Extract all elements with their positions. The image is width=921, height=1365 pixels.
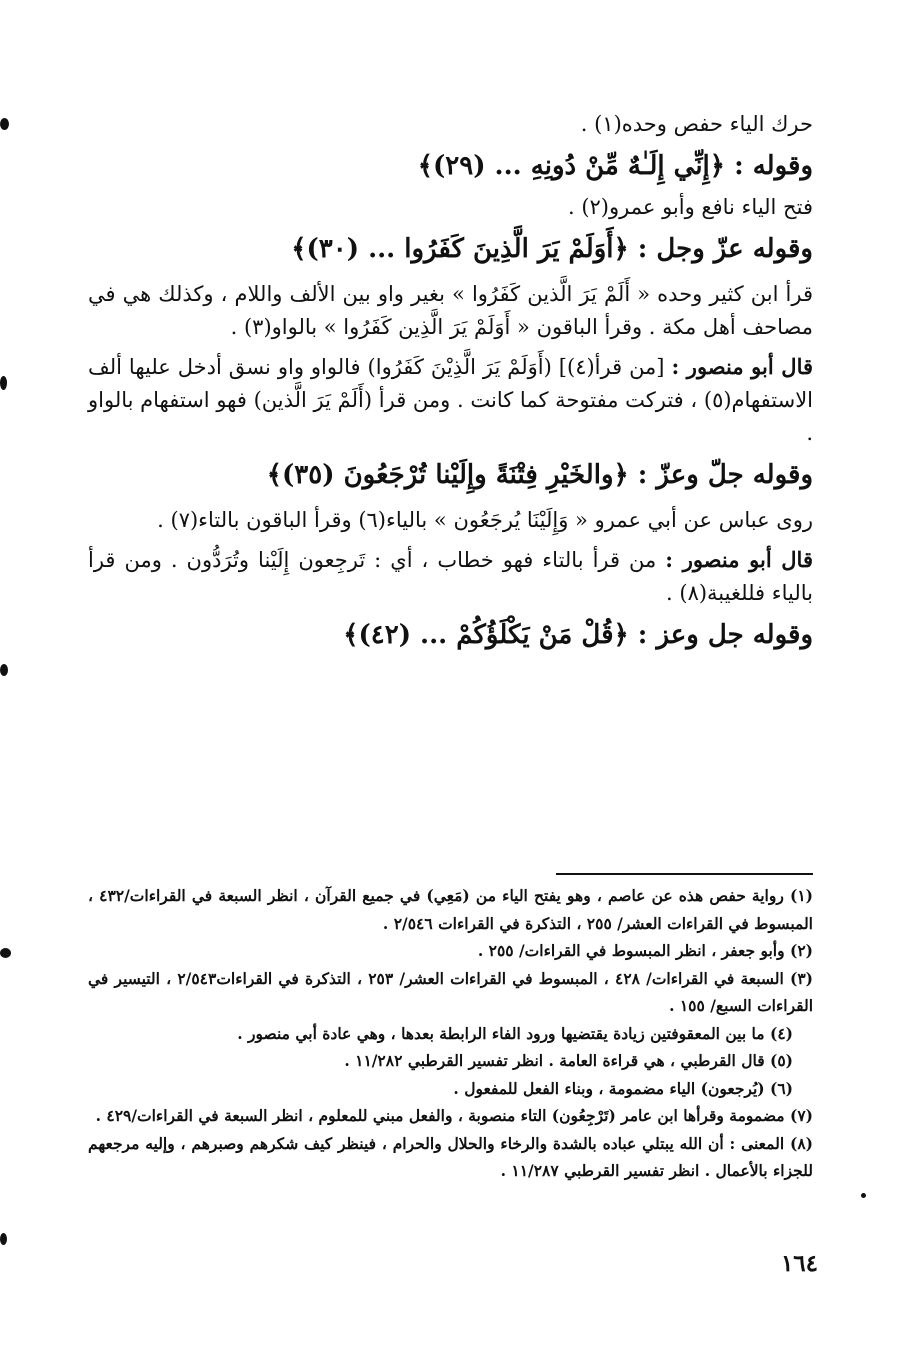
- speaker-label: قال أبو منصور :: [671, 354, 814, 379]
- footnote: (٦) (يُرجعون) الياء مضمومة ، وبناء الفعل للمفعول .: [453, 1078, 793, 1098]
- verse-heading: وقوله عزّ وجل : ﴿أَوَلَمْ يَرَ الَّذِينَ كَفَرُوا ... (٣٠)﴾: [291, 234, 813, 264]
- verse-heading: وقوله : ﴿إِنِّي إِلَـٰهٌ مِّنْ دُونِهِ ... (٢٩)﴾: [417, 151, 813, 181]
- text-line: حرك الياء حفص وحده(١) .: [580, 112, 813, 136]
- paragraph: قرأ ابن كثير وحده « أَلَمْ يَرَ الَّذين كَفَرُوا » بغير واو بين الألف واللام ، وكذلك هي في مصاحف أهل مكة . وقرأ الباقون « أَوَلَمْ يَرَ الَّذِين كَفَرُوا » بالواو(٣) .: [88, 282, 813, 339]
- speaker-label: قال أبو منصور :: [665, 547, 813, 572]
- verse-heading: وقوله جلّ وعزّ : ﴿والخَيْرِ فِتْنَةً وإِلَيْنا تُرْجَعُونَ (٣٥)﴾: [266, 460, 813, 490]
- footnote: (٣) السبعة في القراءات/ ٤٢٨ ، المبسوط في القراءات العشر/ ٢٥٣ ، التذكرة في القراءات٢/٥٤٣ ، التيسير في القراءات السبع/ ١٥٥ .: [88, 968, 813, 1015]
- scan-speck: [0, 1233, 7, 1245]
- footnote: (٥) قال القرطبي ، هي قراءة العامة . انظر تفسير القرطبي ١١/٢٨٢ .: [344, 1051, 793, 1070]
- scan-speck: [0, 948, 11, 958]
- scan-speck: [0, 376, 7, 390]
- paragraph: [88, 350, 813, 450]
- page-body: [88, 108, 813, 660]
- footnote: (٧) مضمومة وقرأها ابن عامر (تَرْجِعُون) التاء منصوبة ، والفعل مبني للمعلوم ، انظر السبعة في القراءات/٤٢٩ .: [95, 1106, 813, 1125]
- scan-speck: [0, 118, 9, 130]
- footnote: (٤) ما بين المعقوفتين زيادة يقتضيها ورود الفاء الرابطة بعدها ، وهي عادة أبي منصور .: [237, 1023, 793, 1043]
- paragraph-text: من قرأ بالتاء فهو خطاب ، أي : تَرجِعون إِلَيْنا وتُرَدُّون . ومن قرأ بالياء فللغيبة(٨) .: [88, 548, 813, 605]
- page-number: ١٦٤: [780, 1250, 818, 1277]
- text-line: فتح الياء نافع وأبو عمرو(٢) .: [567, 195, 813, 219]
- paragraph: روى عباس عن أبي عمرو « وَإِلَيْنَا يُرجَعُون » بالياء(٦) وقرأ الباقون بالتاء(٧) .: [157, 508, 813, 532]
- verse-heading: وقوله جل وعز : ﴿قُلْ مَنْ يَكْلَؤُكُمْ ... (٤٢)﴾: [343, 620, 813, 650]
- footnote: (٨) المعنى : أن الله يبتلي عباده بالشدة والرخاء والحلال والحرام ، فينظر كيف شكرهم وصبرهم ، وإليه مرجعهم للجزاء بالأعمال . انظر تفسير القرطبي ١١/٢٨٧ .: [88, 1133, 813, 1180]
- paragraph-text: [من قرأ(٤)] (أَوَلَمْ يَرَ الَّذِيْنَ كَفَرُوا) فالواو واو نسق أدخل عليها ألف الاستفهام(٥) ، فتركت مفتوحة كما كانت . ومن قرأ (أَلَمْ يَرَ الَّذين) فهو استفهام بالواو .: [88, 355, 813, 445]
- paragraph: [88, 543, 813, 610]
- footnote: (١) رواية حفص هذه عن عاصم ، وهو يفتح الياء من (مَعِي) في جميع القرآن ، انظر السبعة في القراءات/٤٣٢ ، المبسوط في القراءات العشر/ ٢٥٥ ، التذكرة في القراءات ٢/٥٤٦ .: [88, 886, 813, 933]
- footnote-separator: [556, 873, 813, 875]
- footnotes: [88, 882, 813, 1185]
- scan-speck: [861, 1193, 866, 1198]
- scan-speck: [0, 664, 8, 676]
- footnote: (٢) وأبو جعفر ، انظر المبسوط في القراءات/ ٢٥٥ .: [477, 941, 813, 960]
